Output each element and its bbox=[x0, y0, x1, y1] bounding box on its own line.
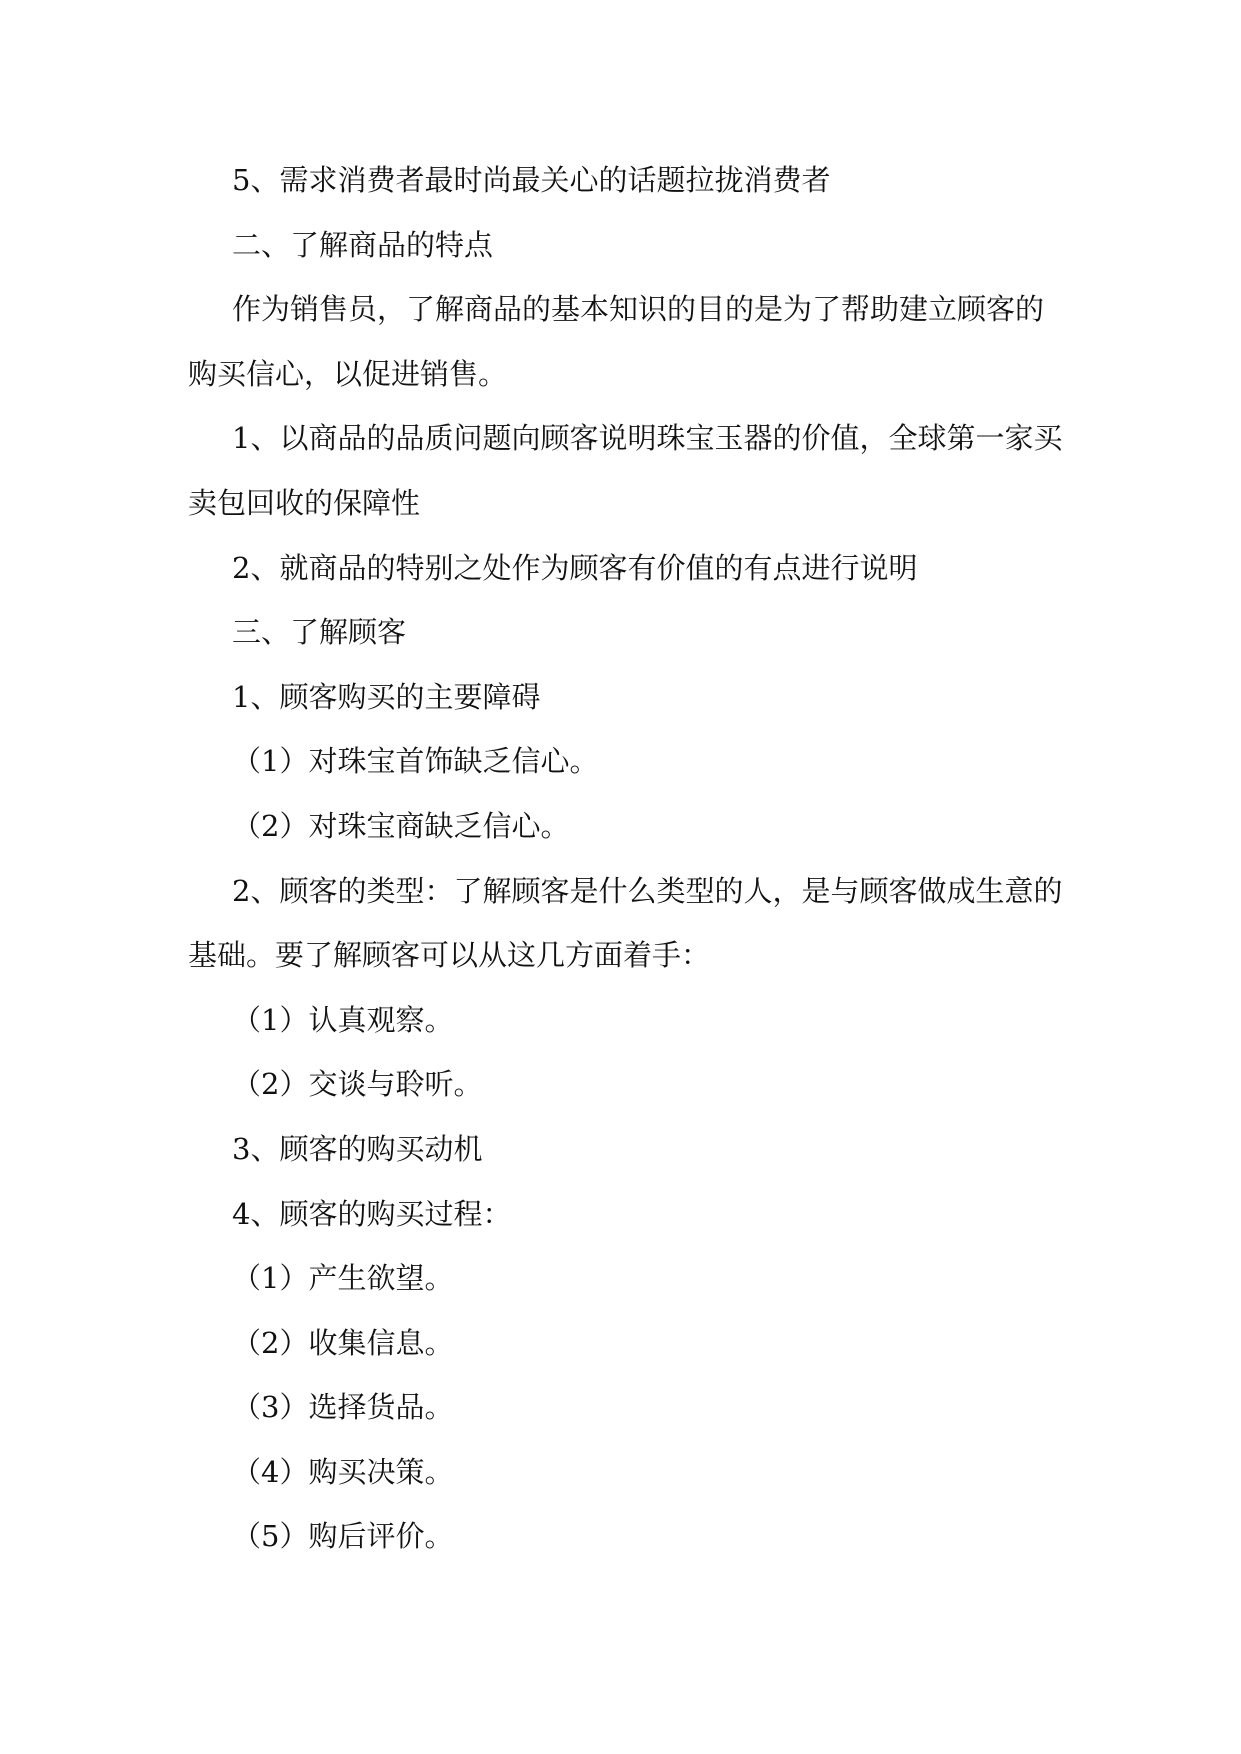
list-item-lack-confidence-jewelry: （1）对珠宝首饰缺乏信心。 bbox=[232, 744, 599, 779]
paragraph-item-1-purchase-barriers: 1、顾客购买的主要障碍 bbox=[232, 679, 541, 714]
section-heading-know-customers: 三、了解顾客 bbox=[232, 615, 407, 650]
paragraph-item-4-purchase-process: 4、顾客的购买过程： bbox=[232, 1196, 512, 1231]
paragraph-item-5-trending-topics: 5、需求消费者最时尚最关心的话题拉拢消费者 bbox=[232, 163, 831, 197]
list-item-purchase-decision: （4）购买决策。 bbox=[232, 1454, 454, 1489]
list-item-collect-info: （2）收集信息。 bbox=[232, 1325, 454, 1360]
list-item-post-purchase-review: （5）购后评价。 bbox=[232, 1519, 454, 1554]
list-item-talk-listen: （2）交谈与聆听。 bbox=[232, 1067, 483, 1102]
list-item-choose-goods: （3）选择货品。 bbox=[232, 1390, 454, 1425]
paragraph-item-2-special-features: 2、就商品的特别之处作为顾客有价值的有点进行说明 bbox=[232, 550, 918, 585]
document-body bbox=[188, 148, 1066, 1569]
list-item-observe: （1）认真观察。 bbox=[232, 1002, 454, 1037]
paragraph-item-2-customer-types: 2、顾客的类型：了解顾客是什么类型的人，是与顾客做成生意的基础。要了解顾客可以从这几方面着手： bbox=[188, 873, 1063, 973]
list-item-lack-confidence-jeweler: （2）对珠宝商缺乏信心。 bbox=[232, 808, 570, 843]
list-item-desire: （1）产生欲望。 bbox=[232, 1261, 454, 1296]
paragraph-item-3-purchase-motive: 3、顾客的购买动机 bbox=[232, 1131, 483, 1166]
paragraph-product-knowledge: 作为销售员，了解商品的基本知识的目的是为了帮助建立顾客的购买信心，以促进销售。 bbox=[188, 292, 1045, 391]
section-heading-product-features: 二、了解商品的特点 bbox=[232, 227, 494, 262]
paragraph-item-1-quality: 1、以商品的品质问题向顾客说明珠宝玉器的价值，全球第一家买卖包回收的保障性 bbox=[188, 421, 1063, 520]
